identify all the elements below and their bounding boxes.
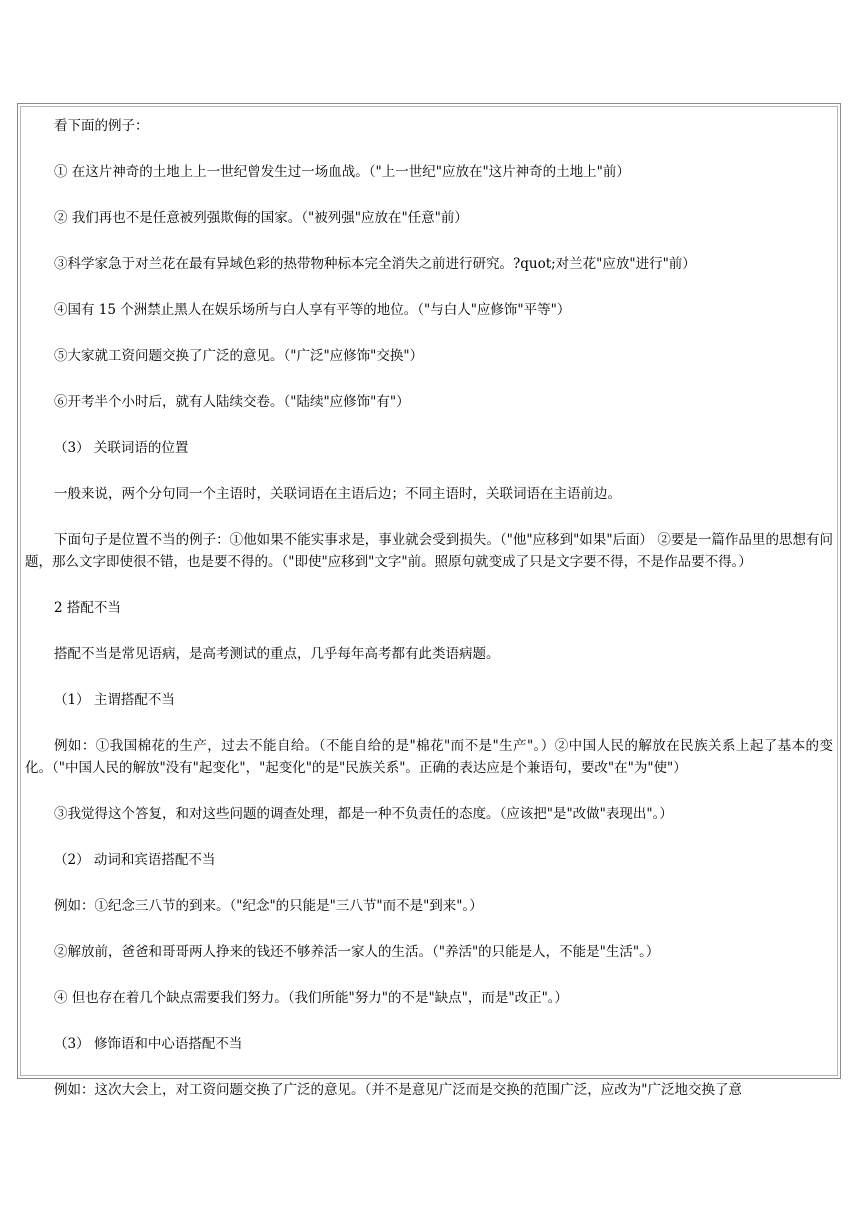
section-heading-subject-predicate: （1） 主谓搭配不当 xyxy=(54,692,175,708)
example-5: ⑤大家就工资问题交换了广泛的意见。（"广泛"应修饰"交换"） xyxy=(54,348,424,364)
example-1: ① 在这片神奇的土地上上一世纪曾发生过一场血战。（"上一世纪"应放在"这片神奇的土地上"前） xyxy=(54,164,630,180)
document-frame xyxy=(17,103,841,1098)
paragraph-conjunction-examples: 下面句子是位置不当的例子：①他如果不能实事求是，事业就会受到损失。（"他"应移到"如果"后面） ②要是一篇作品里的思想有问题，那么文字即使很不错，也是要不得的。（"即使"应移到"文字"前。照原句就变成了只是文字要不得，不是作品要不得。） xyxy=(25,532,833,570)
section-heading-conjunctions: （3） 关联词语的位置 xyxy=(54,440,189,456)
paragraph-subject-predicate-example-3: ③我觉得这个答复，和对这些问题的调查处理，都是一种不负责任的态度。（应该把"是"改做"表现出"。） xyxy=(54,806,673,822)
section-heading-modifier: （3） 修饰语和中心语搭配不当 xyxy=(54,1036,243,1052)
document-content xyxy=(21,107,837,1101)
section-heading-mismatch: 2 搭配不当 xyxy=(54,600,121,616)
paragraph-intro: 看下面的例子： xyxy=(54,118,149,134)
document-frame-inner xyxy=(20,106,838,1098)
example-2: ② 我们再也不是任意被列强欺侮的国家。（"被列强"应放在"任意"前） xyxy=(54,210,468,226)
paragraph-verb-object-example-4: ④ 但也存在着几个缺点需要我们努力。（我们所能"努力"的不是"缺点"，而是"改正"。） xyxy=(54,990,569,1006)
example-3: ③科学家急于对兰花在最有异域色彩的热带物种标本完全消失之前进行研究。?quot;对兰花"应放"进行"前） xyxy=(54,256,696,272)
paragraph-verb-object-example-2: ②解放前，爸爸和哥哥两人挣来的钱还不够养活一家人的生活。（"养活"的只能是人，不能是"生活"。） xyxy=(54,944,660,960)
example-4: ④国有 15 个洲禁止黑人在娱乐场所与白人享有平等的地位。（"与白人"应修饰"平等"） xyxy=(54,302,571,318)
example-6: ⑥开考半个小时后，就有人陆续交卷。（"陆续"应修饰"有"） xyxy=(54,394,410,410)
paragraph-conjunction-rule: 一般来说，两个分句同一个主语时，关联词语在主语后边；不同主语时，关联词语在主语前边。 xyxy=(54,486,621,502)
section-heading-verb-object: （2） 动词和宾语搭配不当 xyxy=(54,852,216,868)
paragraph-verb-object-example-1: 例如：①纪念三八节的到来。（"纪念"的只能是"三八节"而不是"到来"。） xyxy=(54,898,483,914)
paragraph-subject-predicate-examples: 例如：①我国棉花的生产，过去不能自给。（不能自给的是"棉花"而不是"生产"。）②中国人民的解放在民族关系上起了基本的变化。（"中国人民的解放"没有"起变化"，"起变化"的是"民族关系"。正确的表达应是个兼语句，要改"在"为"使"） xyxy=(25,738,833,776)
paragraph-mismatch-intro: 搭配不当是常见语病，是高考测试的重点，几乎每年高考都有此类语病题。 xyxy=(54,646,500,662)
paragraph-modifier-example: 例如：这次大会上，对工资问题交换了广泛的意见。（并不是意见广泛而是交换的范围广泛，应改为"广泛地交换了意 xyxy=(54,1082,742,1098)
